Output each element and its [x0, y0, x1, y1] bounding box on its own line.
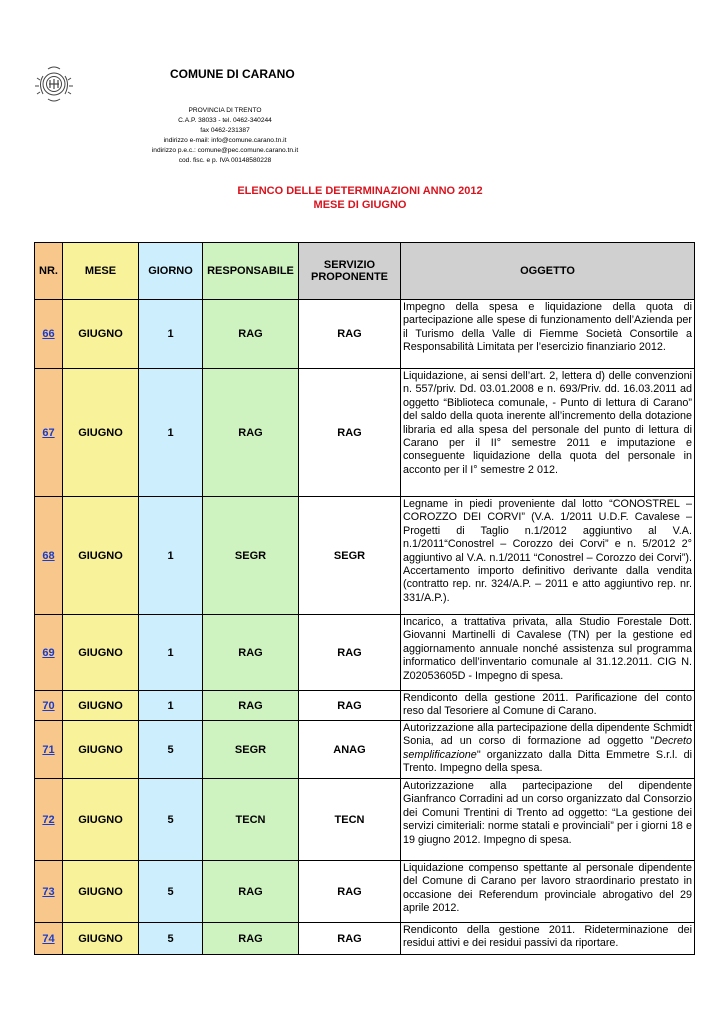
row-servizio-cell: ANAG: [299, 721, 401, 779]
document-title-line2: MESE DI GIUGNO: [313, 199, 407, 211]
determination-link[interactable]: 74: [42, 932, 55, 945]
row-responsabile-cell: RAG: [203, 615, 299, 691]
row-oggetto-cell: Legname in piedi proveniente dal lotto “CONOSTREL – COROZZO DEI CORVI” (V.A. 1/2011 U.D.F. Cavalese – Progetti di Taglio n.1/2012 aggiuntivo al V.A. n.1/2011“Conostrel – Corozzo dei Corvi” e n. 5/2012 2° aggiuntivo al V.A. n.1/2011 “Conostrel – Corozzo dei Corvi”). Accertamento importo definitivo derivante dalla vendita (contratto rep. nr. 324/A.P. – 2011 e atto aggiuntivo rep. nr. 331/A.P.).: [401, 497, 695, 615]
row-responsabile-cell: TECN: [203, 779, 299, 861]
row-giorno-cell: 1: [139, 615, 203, 691]
row-responsabile-cell: RAG: [203, 300, 299, 369]
row-nr-cell: [35, 691, 63, 721]
row-nr-cell: [35, 923, 63, 955]
column-header-mese: MESE: [63, 243, 139, 300]
determination-link[interactable]: 70: [42, 699, 55, 712]
table-row: [35, 861, 695, 923]
row-responsabile-cell: SEGR: [203, 721, 299, 779]
row-responsabile-cell: RAG: [203, 369, 299, 497]
row-giorno-cell: 1: [139, 369, 203, 497]
row-nr-cell: [35, 300, 63, 369]
document-title-line1: ELENCO DELLE DETERMINAZIONI ANNO 2012: [237, 185, 483, 197]
table-header-row: [35, 243, 695, 300]
determination-link[interactable]: 73: [42, 885, 55, 898]
table-row: [35, 923, 695, 955]
row-mese-cell: GIUGNO: [63, 497, 139, 615]
oggetto-text-before: Autorizzazione alla partecipazione della dipendente Schmidt Sonia, ad un corso di formazione ad oggetto ": [403, 722, 692, 748]
row-oggetto-cell: Incarico, a trattativa privata, alla Studio Forestale Dott. Giovanni Martinelli di Cavalese (TN) per la gestione ed aggiornamento annuale nonché assistenza sul programma informatico dell’inventario comunale al 31.12.2011. CIG N. Z02053605D - Impegno di spesa.: [401, 615, 695, 691]
row-mese-cell: GIUGNO: [63, 721, 139, 779]
row-servizio-cell: SEGR: [299, 497, 401, 615]
column-header-nr: NR.: [35, 243, 63, 300]
determination-link[interactable]: 68: [42, 549, 55, 562]
table-row: [35, 369, 695, 497]
column-header-servizio-line2: PROPONENTE: [310, 271, 388, 283]
row-giorno-cell: 1: [139, 691, 203, 721]
row-servizio-cell: RAG: [299, 691, 401, 721]
contact-tax-code: cod. fisc. e p. IVA 00148580228: [178, 157, 272, 164]
row-giorno-cell: 5: [139, 721, 203, 779]
row-servizio-cell: RAG: [299, 369, 401, 497]
table-row: [35, 691, 695, 721]
row-mese-cell: GIUGNO: [63, 300, 139, 369]
oggetto-text-after: " organizzato dalla Ditta Emmetre S.r.l. di Trento. Impegno della spesa.: [403, 748, 692, 775]
row-giorno-cell: 5: [139, 923, 203, 955]
municipal-crest-icon: [34, 64, 74, 104]
row-nr-cell: [35, 369, 63, 497]
row-mese-cell: GIUGNO: [63, 861, 139, 923]
row-giorno-cell: 5: [139, 779, 203, 861]
row-giorno-cell: 1: [139, 300, 203, 369]
row-mese-cell: GIUGNO: [63, 691, 139, 721]
row-nr-cell: [35, 779, 63, 861]
table-row: [35, 615, 695, 691]
table-row: [35, 300, 695, 369]
column-header-giorno: GIORNO: [139, 243, 203, 300]
contact-pec: indirizzo p.e.c.: comune@pec.comune.carano.tn.it: [151, 147, 299, 154]
row-oggetto-cell: Rendiconto della gestione 2011. Rideterminazione dei residui attivi e dei residui passivi da riportare.: [401, 923, 695, 955]
row-nr-cell: [35, 615, 63, 691]
row-servizio-cell: RAG: [299, 300, 401, 369]
table-row: [35, 779, 695, 861]
determination-link[interactable]: 71: [42, 743, 55, 756]
row-responsabile-cell: RAG: [203, 923, 299, 955]
row-mese-cell: GIUGNO: [63, 615, 139, 691]
row-responsabile-cell: RAG: [203, 691, 299, 721]
row-mese-cell: GIUGNO: [63, 369, 139, 497]
org-name: COMUNE DI CARANO: [170, 67, 295, 81]
column-header-responsabile: RESPONSABILE: [203, 243, 299, 300]
determination-link[interactable]: 66: [42, 328, 55, 340]
row-servizio-cell: RAG: [299, 861, 401, 923]
row-nr-cell: [35, 497, 63, 615]
column-header-oggetto: OGGETTO: [401, 243, 695, 300]
row-responsabile-cell: SEGR: [203, 497, 299, 615]
row-oggetto-cell: Rendiconto della gestione 2011. Parificazione del conto reso dal Tesoriere al Comune di Carano.: [401, 691, 695, 721]
column-header-servizio-line1: SERVIZIO: [323, 259, 376, 271]
row-servizio-cell: TECN: [299, 779, 401, 861]
row-nr-cell: [35, 721, 63, 779]
row-mese-cell: GIUGNO: [63, 779, 139, 861]
determination-link[interactable]: 72: [42, 813, 55, 826]
row-responsabile-cell: RAG: [203, 861, 299, 923]
table-row: [35, 721, 695, 779]
row-oggetto-cell: Autorizzazione alla partecipazione del dipendente Gianfranco Corradini ad un corso organizzato dal Consorzio dei Comuni Trentini di Trento ad oggetto: “La gestione dei servizi cimiteriali: norme statali e provinciali” per i giorni 18 e 19 giugno 2012. Impegno di spesa.: [401, 779, 695, 861]
row-oggetto-cell: Liquidazione, ai sensi dell’art. 2, lettera d) delle convenzioni n. 557/priv. Dd. 03.01.2008 e n. 693/Priv. dd. 16.03.2011 ad oggetto “Biblioteca comunale, - Punto di lettura di Carano” del saldo della quota inerente all’incremento della dotazione libraria ed alla spesa del personale del punto di lettura di Carano per il II° semestre 2011 e imputazione e conseguente liquidazione della quota del personale in acconto per il I° semestre 2 012.: [401, 369, 695, 497]
document-title: [180, 184, 540, 212]
oggetto-text-italic: Decreto semplificazione: [403, 735, 692, 761]
row-servizio-cell: RAG: [299, 615, 401, 691]
contact-province: PROVINCIA DI TRENTO: [188, 107, 262, 114]
column-header-servizio: [299, 243, 401, 300]
row-oggetto-cell: Impegno della spesa e liquidazione della quota di partecipazione alle spese di funzionamento dell’Azienda per il Turismo della Valle di Fiemme Società Consortile a Responsabilità Limitata per l’esercizio finanziario 2012.: [401, 300, 695, 369]
row-servizio-cell: RAG: [299, 923, 401, 955]
contact-email: indirizzo e-mail: info@comune.carano.tn.it: [163, 137, 287, 144]
row-giorno-cell: 1: [139, 497, 203, 615]
determinations-table: [34, 242, 695, 955]
contact-cap-phone: C.A.P. 38033 - tel. 0462-340244: [178, 117, 272, 124]
row-oggetto-cell: [401, 721, 695, 779]
row-oggetto-cell: Liquidazione compenso spettante al personale dipendente del Comune di Carano per lavoro straordinario prestato in occasione dei Referendum provinciale abrogativo del 29 aprile 2012.: [401, 861, 695, 923]
determination-link[interactable]: 67: [42, 426, 55, 439]
row-nr-cell: [35, 861, 63, 923]
determination-link[interactable]: 69: [42, 646, 55, 659]
row-giorno-cell: 5: [139, 861, 203, 923]
contact-block: [130, 106, 320, 166]
contact-fax: fax 0462-231387: [200, 127, 250, 134]
table-row: [35, 497, 695, 615]
row-mese-cell: GIUGNO: [63, 923, 139, 955]
